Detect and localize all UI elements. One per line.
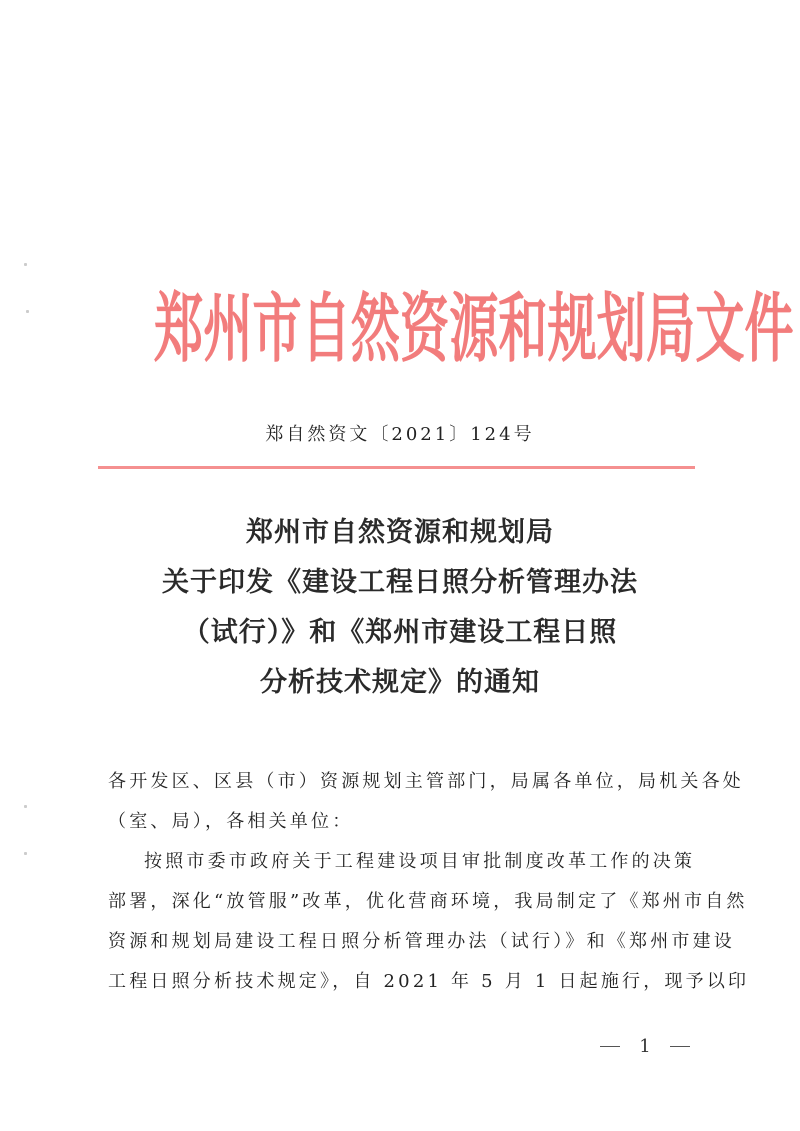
document-number: 郑自然资文〔2021〕124号	[265, 424, 535, 445]
page-number	[600, 1036, 690, 1057]
title-line: 郑州市自然资源和规划局	[246, 517, 554, 548]
masthead-char: 郑	[154, 285, 204, 373]
title-line: （试行）》和《郑州市建设工程日照	[182, 617, 618, 648]
masthead-char: 资	[400, 285, 450, 373]
masthead-char: 件	[744, 285, 794, 373]
masthead-char: 然	[350, 285, 400, 373]
masthead-char: 市	[252, 285, 302, 373]
scan-speck	[24, 805, 27, 808]
masthead-char: 州	[203, 285, 253, 373]
scan-speck	[26, 310, 29, 313]
masthead-char: 源	[449, 285, 499, 373]
paragraph-line: 工程日照分析技术规定》，自 2021 年 5 月 1 日起施行，现予以印	[108, 971, 750, 992]
masthead-char: 划	[596, 285, 646, 373]
red-separator-rule	[98, 466, 695, 469]
paragraph-line: 资源和规划局建设工程日照分析管理办法（试行）》和《郑州市建设	[108, 931, 735, 952]
notice-title	[0, 508, 800, 708]
masthead-char: 自	[301, 285, 351, 373]
title-line: 分析技术规定》的通知	[260, 667, 540, 698]
salutation-line: 各开发区、区县（市）资源规划主管部门，局属各单位，局机关各处	[108, 771, 744, 792]
scan-speck	[24, 852, 27, 855]
page-number-value: 1	[639, 1036, 651, 1057]
body-text	[108, 762, 750, 1002]
salutation-line: （室、局），各相关单位：	[108, 811, 354, 832]
masthead-char: 局	[646, 285, 696, 373]
dash-left	[600, 1046, 620, 1047]
masthead-char: 规	[547, 285, 597, 373]
scan-speck	[24, 263, 27, 266]
title-line: 关于印发《建设工程日照分析管理办法	[162, 567, 638, 598]
dash-right	[670, 1046, 690, 1047]
masthead-title	[154, 268, 794, 378]
paragraph-line: 部署，深化“放管服”改革，优化营商环境，我局制定了《郑州市自然	[108, 891, 748, 912]
paragraph-line: 按照市委市政府关于工程建设项目审批制度改革工作的决策	[144, 851, 696, 872]
masthead-char: 和	[498, 285, 548, 373]
masthead-char: 文	[695, 285, 745, 373]
